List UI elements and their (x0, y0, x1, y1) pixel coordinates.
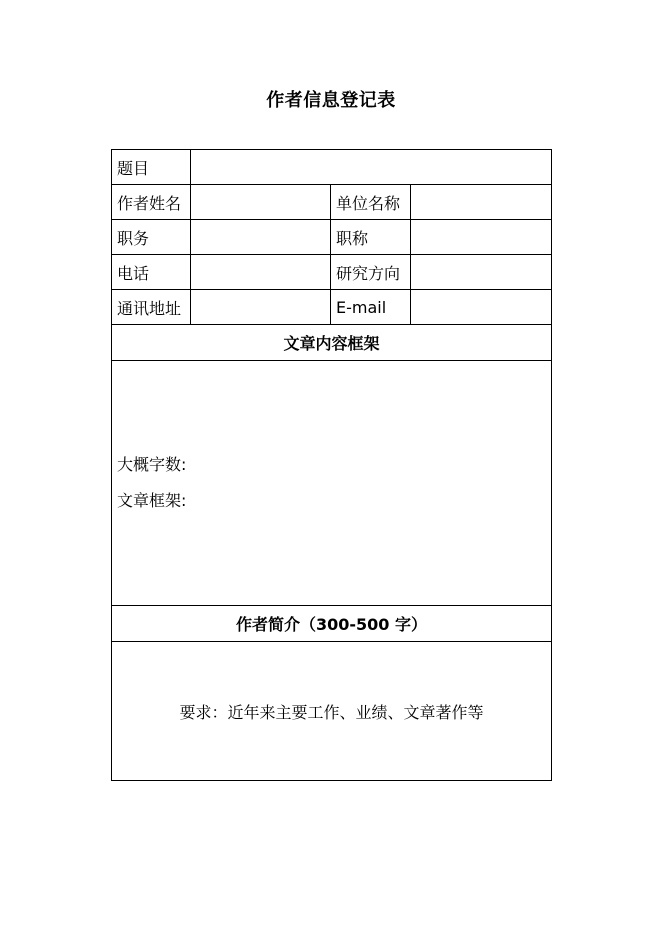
research-direction-field[interactable] (411, 255, 552, 290)
position-label: 职务 (112, 220, 191, 255)
row-phone (112, 255, 552, 290)
row-address (112, 290, 552, 325)
framework-section-header: 文章内容框架 (112, 325, 552, 361)
organization-field[interactable] (411, 185, 552, 220)
row-topic (112, 150, 552, 185)
job-title-field[interactable] (411, 220, 552, 255)
framework-content-area[interactable] (112, 361, 552, 606)
bio-content-area[interactable] (112, 642, 552, 781)
row-framework-content (112, 361, 552, 606)
email-label: E-mail (331, 290, 411, 325)
row-framework-header (112, 325, 552, 361)
bio-requirement-text: 要求：近年来主要工作、业绩、文章著作等 (179, 702, 484, 722)
word-count-label: 大概字数: (117, 455, 187, 474)
phone-field[interactable] (191, 255, 331, 290)
row-bio-header (112, 606, 552, 642)
bio-section-header: 作者简介（300-500 字） (112, 606, 552, 642)
row-position (112, 220, 552, 255)
framework-label: 文章框架: (117, 491, 187, 510)
author-info-form (111, 149, 552, 781)
form-title: 作者信息登记表 (266, 90, 396, 111)
row-bio-content (112, 642, 552, 781)
job-title-label: 职称 (331, 220, 411, 255)
author-name-field[interactable] (191, 185, 331, 220)
address-field[interactable] (191, 290, 331, 325)
topic-field[interactable] (191, 150, 552, 185)
address-label: 通讯地址 (112, 290, 191, 325)
topic-label: 题目 (112, 150, 191, 185)
row-author-name (112, 185, 552, 220)
phone-label: 电话 (112, 255, 191, 290)
position-field[interactable] (191, 220, 331, 255)
author-name-label: 作者姓名 (112, 185, 191, 220)
research-direction-label: 研究方向 (331, 255, 411, 290)
email-field[interactable] (411, 290, 552, 325)
organization-label: 单位名称 (331, 185, 411, 220)
